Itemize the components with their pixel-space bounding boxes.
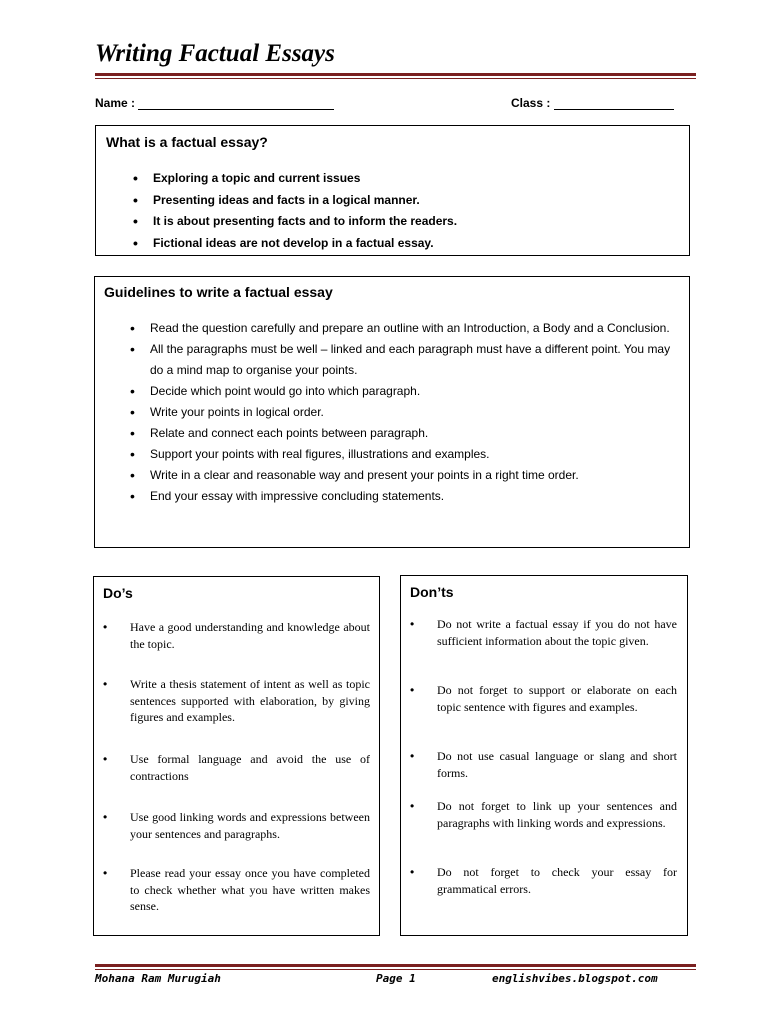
dos-heading: Do’s	[103, 585, 133, 601]
footer-page-number: Page 1	[376, 972, 416, 985]
list-item: • Relate and connect each points between paragraph.	[150, 423, 675, 444]
guidelines-heading: Guidelines to write a factual essay	[104, 284, 333, 300]
list-item: • Read the question carefully and prepare an outline with an Introduction, a Body and a Conclusion.	[150, 318, 675, 339]
list-item: • Support your points with real figures, illustrations and examples.	[150, 444, 675, 465]
what-is-heading: What is a factual essay?	[106, 134, 268, 150]
what-is-box	[95, 125, 690, 256]
list-item: • Do not forget to link up your sentences and paragraphs with linking words and expressions.	[437, 798, 677, 831]
donts-box	[400, 575, 688, 936]
list-item: • Presenting ideas and facts in a logical manner.	[153, 190, 673, 212]
list-item: • Do not write a factual essay if you do not have sufficient information about the topic given.	[437, 616, 677, 649]
name-line[interactable]	[138, 97, 334, 110]
footer-author: Mohana Ram Murugiah	[95, 972, 221, 985]
list-item: • Do not use casual language or slang and short forms.	[437, 748, 677, 781]
guidelines-box	[94, 276, 690, 548]
list-item: • It is about presenting facts and to inform the readers.	[153, 211, 673, 233]
list-item: • Write in a clear and reasonable way and present your points in a right time order.	[150, 465, 675, 486]
header-rule	[95, 73, 696, 79]
list-item: • End your essay with impressive concluding statements.	[150, 486, 675, 507]
page-title: Writing Factual Essays	[95, 40, 335, 67]
guidelines-list	[150, 318, 675, 507]
name-field[interactable]	[95, 96, 334, 110]
list-item: • All the paragraphs must be well – linked and each paragraph must have a different point. You may do a mind map to organise your points.	[150, 339, 675, 381]
list-item: • Write a thesis statement of intent as well as topic sentences supported with elaboration, by giving figures and examples.	[130, 676, 370, 726]
class-field[interactable]	[511, 96, 674, 110]
list-item: • Please read your essay once you have completed to check whether what you have written makes sense.	[130, 865, 370, 915]
list-item: • Do not forget to check your essay for grammatical errors.	[437, 864, 677, 897]
footer-website: englishvibes.blogspot.com	[492, 972, 658, 985]
list-item: • Use formal language and avoid the use of contractions	[130, 751, 370, 784]
dos-box	[93, 576, 380, 936]
list-item: • Exploring a topic and current issues	[153, 168, 673, 190]
list-item: • Use good linking words and expressions between your sentences and paragraphs.	[130, 809, 370, 842]
list-item: • Do not forget to support or elaborate on each topic sentence with figures and examples.	[437, 682, 677, 715]
name-label: Name :	[95, 96, 136, 110]
donts-heading: Don’ts	[410, 584, 454, 600]
class-label: Class :	[511, 96, 551, 110]
what-is-list	[153, 168, 673, 254]
list-item: • Write your points in logical order.	[150, 402, 675, 423]
list-item: • Have a good understanding and knowledge about the topic.	[130, 619, 370, 652]
class-line[interactable]	[554, 97, 674, 110]
footer-rule	[95, 964, 696, 970]
list-item: • Decide which point would go into which paragraph.	[150, 381, 675, 402]
list-item: • Fictional ideas are not develop in a factual essay.	[153, 233, 673, 255]
